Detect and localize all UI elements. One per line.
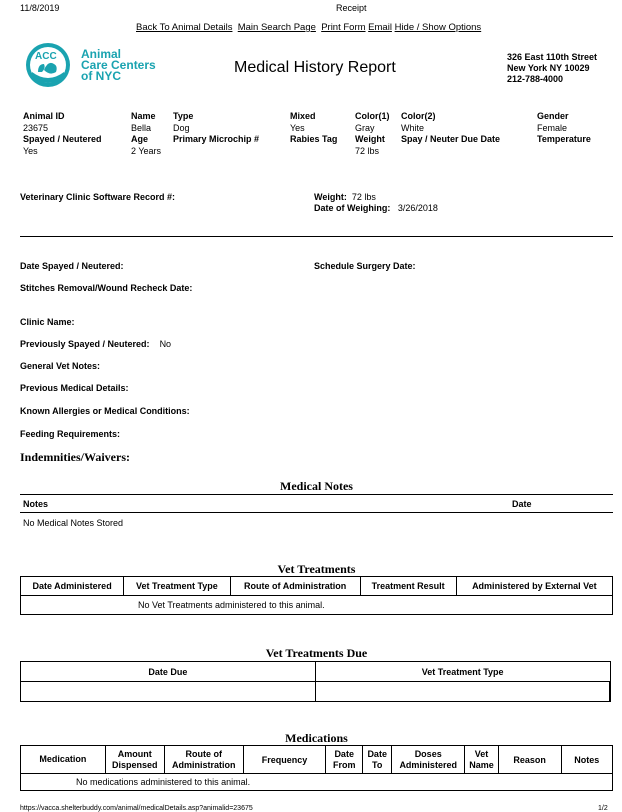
med-col-amount: Amount Dispensed	[105, 746, 164, 774]
footer-url: https://vacca.shelterbuddy.com/animal/medicalDetails.asp?animalid=23675	[20, 805, 253, 812]
clinic-name-label: Clinic Name:	[20, 317, 75, 327]
vtd-col-date-due: Date Due	[21, 662, 316, 682]
medical-notes-title: Medical Notes	[280, 479, 353, 493]
med-col-reason: Reason	[498, 746, 561, 774]
med-empty: No medications administered to this animal.	[21, 774, 613, 791]
label-age: Age	[131, 134, 149, 144]
value-animal-id: 23675	[23, 123, 49, 133]
vt-col-external: Administered by External Vet	[456, 577, 612, 596]
medical-notes-col-notes: Notes	[23, 499, 49, 509]
date-spayed-label: Date Spayed / Neutered:	[20, 261, 124, 271]
medical-notes-col-date: Date	[512, 499, 532, 509]
acc-logo-mark	[24, 42, 76, 88]
weighing-value: 3/26/2018	[397, 203, 438, 213]
med-col-medication: Medication	[21, 746, 106, 774]
schedule-surgery-label: Schedule Surgery Date:	[314, 261, 416, 271]
software-record-label: Veterinary Clinic Software Record #:	[20, 192, 176, 202]
label-animal-id: Animal ID	[23, 111, 65, 121]
value-type: Dog	[173, 123, 190, 133]
med-col-route: Route of Administration	[164, 746, 243, 774]
shelter-address	[507, 52, 597, 85]
vt-col-route: Route of Administration	[230, 577, 360, 596]
weighing-block	[314, 203, 438, 213]
value-weight: 72 lbs	[355, 146, 380, 156]
label-gender: Gender	[537, 111, 569, 121]
weight-block	[314, 192, 376, 202]
logo-line3: of NYC	[81, 69, 121, 83]
med-col-notes: Notes	[561, 746, 612, 774]
value-age: 2 Years	[131, 146, 162, 156]
value-spayed: Yes	[23, 146, 38, 156]
label-microchip: Primary Microchip #	[173, 134, 260, 144]
med-col-date-to: Date To	[363, 746, 392, 774]
medications-table	[20, 745, 613, 791]
vet-treatments-title: Vet Treatments	[277, 562, 356, 576]
vt-col-result: Treatment Result	[360, 577, 456, 596]
vet-treatments-table	[20, 576, 613, 615]
label-spayed: Spayed / Neutered	[23, 134, 102, 144]
prev-spayed-label: Previously Spayed / Neutered:	[20, 339, 150, 349]
label-temperature: Temperature	[537, 134, 591, 144]
medical-notes-empty: No Medical Notes Stored	[23, 518, 124, 528]
back-to-animal-details-link[interactable]: Back To Animal Details	[136, 22, 233, 33]
label-type: Type	[173, 111, 194, 121]
print-form-link[interactable]: Print Form	[321, 22, 366, 33]
feeding-label: Feeding Requirements:	[20, 429, 121, 439]
label-color2: Color(2)	[401, 111, 436, 121]
nav-bar	[136, 22, 481, 33]
med-col-vet-name: Vet Name	[465, 746, 499, 774]
divider	[20, 236, 613, 237]
vt-col-date: Date Administered	[21, 577, 124, 596]
hide-show-options-link[interactable]: Hide / Show Options	[394, 22, 482, 33]
main-search-page-link[interactable]: Main Search Page	[237, 22, 316, 33]
general-notes-label: General Vet Notes:	[20, 361, 101, 371]
medications-title: Medications	[285, 731, 348, 745]
logo-line2: Care Centers	[81, 58, 156, 72]
vtd-empty-cell-2	[315, 682, 610, 702]
address-line1: 326 East 110th Street	[507, 52, 598, 62]
weight-value: 72 lbs	[351, 192, 376, 202]
report-title: Medical History Report	[234, 59, 396, 76]
address-line2: New York NY 10029	[507, 63, 590, 73]
vt-col-type: Vet Treatment Type	[124, 577, 230, 596]
indemnities-label: Indemnities/Waivers:	[20, 450, 130, 464]
value-color2: White	[401, 123, 425, 133]
value-gender: Female	[537, 123, 568, 133]
label-mixed: Mixed	[290, 111, 316, 121]
vet-treatments-due-title: Vet Treatments Due	[265, 646, 368, 660]
med-col-doses: Doses Administered	[392, 746, 465, 774]
medical-notes-top-rule	[20, 494, 613, 495]
med-col-frequency: Frequency	[243, 746, 325, 774]
med-col-date-from: Date From	[326, 746, 363, 774]
vt-empty: No Vet Treatments administered to this animal.	[21, 596, 613, 615]
address-phone: 212-788-4000	[507, 74, 564, 84]
allergies-label: Known Allergies or Medical Conditions:	[20, 406, 190, 416]
stitches-label: Stitches Removal/Wound Recheck Date:	[20, 283, 193, 293]
vet-treatments-due-table	[20, 661, 611, 702]
prev-medical-label: Previous Medical Details:	[20, 383, 129, 393]
label-name: Name	[131, 111, 156, 121]
footer-page: 1/2	[598, 805, 608, 812]
value-name: Bella	[131, 123, 152, 133]
logo-line1: Animal	[81, 47, 122, 61]
vtd-col-type: Vet Treatment Type	[315, 662, 610, 682]
weight-label: Weight:	[314, 192, 347, 202]
prev-spayed-value: No	[159, 339, 172, 349]
value-mixed: Yes	[290, 123, 305, 133]
print-title: Receipt	[336, 3, 367, 13]
email-link[interactable]: Email	[368, 22, 392, 33]
label-weight: Weight	[355, 134, 385, 144]
label-rabies-tag: Rabies Tag	[290, 134, 338, 144]
medical-notes-header-rule	[20, 512, 613, 513]
weighing-label: Date of Weighing:	[314, 203, 391, 213]
label-color1: Color(1)	[355, 111, 390, 121]
prev-spayed-row	[20, 339, 171, 349]
acc-badge: ACC	[35, 51, 57, 62]
acc-logo	[24, 42, 76, 88]
logo-text	[81, 49, 156, 82]
vtd-empty-cell-1	[21, 682, 316, 702]
print-date: 11/8/2019	[20, 3, 60, 13]
value-color1: Gray	[355, 123, 375, 133]
label-spay-due: Spay / Neuter Due Date	[401, 134, 501, 144]
